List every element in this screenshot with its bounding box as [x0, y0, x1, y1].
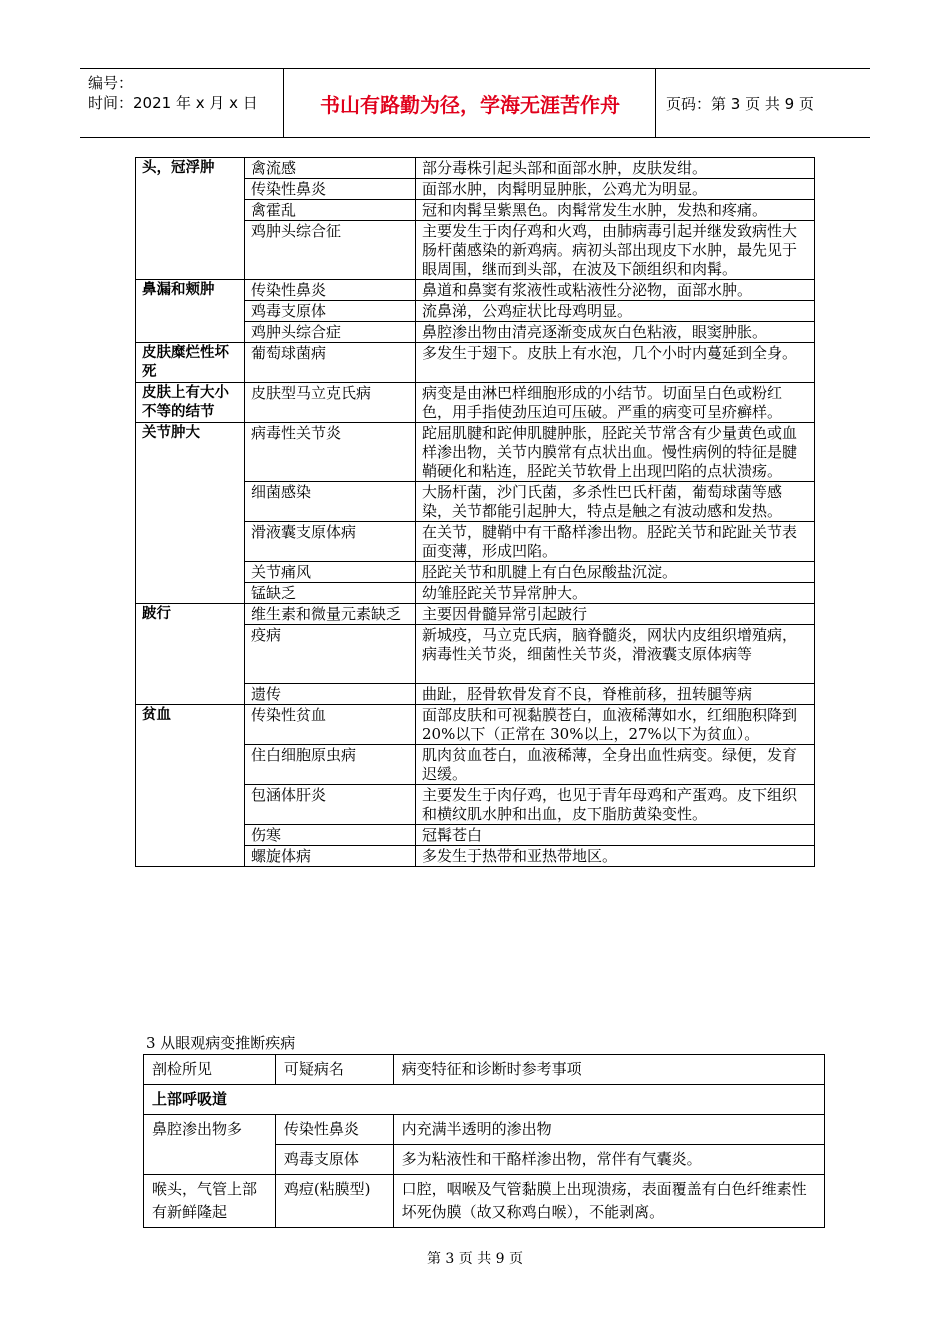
- disease-cell: 传染性鼻炎: [245, 280, 416, 301]
- table-row: [144, 1175, 825, 1228]
- table-row: [136, 604, 815, 625]
- description-cell: 主要发生于肉仔鸡和火鸡，由肺病毒引起并继发致病性大肠杆菌感染的新鸡病。病初头部出现皮下水肿，最先见于眼周围，继而到头部，在波及下颌组织和肉髯。: [416, 221, 815, 280]
- description-cell: 大肠杆菌，沙门氏菌，多杀性巴氏杆菌，葡萄球菌等感染，关节都能引起肿大，特点是触之有波动感和发热。: [416, 482, 815, 522]
- description-cell: 面部水肿，肉髯明显肿胀，公鸡尤为明显。: [416, 179, 815, 200]
- time-label: 时间：2021 年 x 月 x 日: [88, 94, 258, 112]
- description-cell: 主要发生于肉仔鸡，也见于青年母鸡和产蛋鸡。皮下组织和横纹肌水肿和出血，皮下脂肪黄染变性。: [416, 785, 815, 825]
- table-row: [136, 423, 815, 482]
- column-header: 病变特征和诊断时参考事项: [393, 1055, 824, 1085]
- lesion-table: [143, 1054, 825, 1228]
- description-cell: 曲趾，胫骨软骨发育不良，脊椎前移，扭转腿等病: [416, 684, 815, 705]
- symptom-table: [135, 157, 815, 867]
- finding-cell: 喉头，气管上部有新鲜隆起: [144, 1175, 276, 1228]
- description-cell: 胫跎关节和肌腱上有白色尿酸盐沉淀。: [416, 562, 815, 583]
- category-cell: 皮肤糜烂性坏死: [136, 343, 245, 383]
- category-cell: 鼻漏和颊肿: [136, 280, 245, 343]
- finding-cell: 鼻腔渗出物多: [144, 1115, 276, 1175]
- table-row: [136, 343, 815, 383]
- disease-cell: 维生素和微量元素缺乏: [245, 604, 416, 625]
- disease-cell: 鸡肿头综合症: [245, 322, 416, 343]
- description-cell: 多发生于热带和亚热带地区。: [416, 846, 815, 867]
- disease-cell: 锰缺乏: [245, 583, 416, 604]
- header-motto: 书山有路勤为径，学海无涯苦作舟: [285, 69, 656, 137]
- disease-cell: 滑液囊支原体病: [245, 522, 416, 562]
- column-header: 剖检所见: [144, 1055, 276, 1085]
- disease-cell: 关节痛风: [245, 562, 416, 583]
- description-cell: 鼻腔渗出物由清亮逐渐变成灰白色粘液，眼窦肿胀。: [416, 322, 815, 343]
- table-row: [136, 705, 815, 745]
- section-caption: 3 从眼观病变推断疾病: [146, 1034, 296, 1052]
- description-cell: 跎屈肌腱和跎伸肌腱肿胀，胫跎关节常含有少量黄色或血样渗出物，关节内膜常有点状出血。慢性病例的特征是腱鞘硬化和粘连，胫跎关节软骨上出现凹陷的点状溃疡。: [416, 423, 815, 482]
- disease-cell: 禽霍乱: [245, 200, 416, 221]
- description-cell: 部分毒株引起头部和面部水肿，皮肤发绀。: [416, 158, 815, 179]
- disease-cell: 传染性贫血: [245, 705, 416, 745]
- table-row: [136, 158, 815, 179]
- disease-cell: 鸡毒支原体: [245, 301, 416, 322]
- disease-cell: 葡萄球菌病: [245, 343, 416, 383]
- description-cell: 新城疫，马立克氏病，脑脊髓炎，网状内皮组织增殖病，病毒性关节炎，细菌性关节炎，滑液囊支原体病等: [416, 625, 815, 684]
- disease-cell: 传染性鼻炎: [275, 1115, 393, 1145]
- description-cell: 冠髯苍白: [416, 825, 815, 846]
- disease-cell: 皮肤型马立克氏病: [245, 383, 416, 423]
- disease-cell: 鸡毒支原体: [275, 1145, 393, 1175]
- section-row: [144, 1085, 825, 1115]
- disease-cell: 包涵体肝炎: [245, 785, 416, 825]
- code-label: 编号：: [88, 74, 134, 92]
- disease-cell: 禽流感: [245, 158, 416, 179]
- section-title: 上部呼吸道: [144, 1085, 825, 1115]
- description-cell: 流鼻涕，公鸡症状比母鸡明显。: [416, 301, 815, 322]
- description-cell: 多为粘液性和干酪样渗出物，常伴有气囊炎。: [393, 1145, 824, 1175]
- description-cell: 主要因骨髓异常引起跛行: [416, 604, 815, 625]
- category-cell: 贫血: [136, 705, 245, 867]
- column-header: 可疑病名: [275, 1055, 393, 1085]
- disease-cell: 遗传: [245, 684, 416, 705]
- description-cell: 病变是由淋巴样细胞形成的小结节。切面呈白色或粉红色，用手指使劲压迫可压破。严重的病变可呈疥癣样。: [416, 383, 815, 423]
- description-cell: 多发生于翅下。皮肤上有水泡，几个小时内蔓延到全身。: [416, 343, 815, 383]
- description-cell: 在关节，腱鞘中有干酪样渗出物。胫跎关节和跎趾关节表面变薄，形成凹陷。: [416, 522, 815, 562]
- header-meta: [80, 69, 284, 137]
- disease-cell: 细菌感染: [245, 482, 416, 522]
- category-cell: 皮肤上有大小不等的结节: [136, 383, 245, 423]
- description-cell: 幼雏胫跎关节异常肿大。: [416, 583, 815, 604]
- page-header: [80, 68, 870, 138]
- disease-cell: 鸡痘(粘膜型): [275, 1175, 393, 1228]
- category-cell: 头，冠浮肿: [136, 158, 245, 280]
- table-header-row: [144, 1055, 825, 1085]
- disease-cell: 伤寒: [245, 825, 416, 846]
- disease-cell: 传染性鼻炎: [245, 179, 416, 200]
- disease-cell: 住白细胞原虫病: [245, 745, 416, 785]
- header-page-number: 页码：第 3 页 共 9 页: [666, 94, 814, 113]
- disease-cell: 鸡肿头综合征: [245, 221, 416, 280]
- table-row: [144, 1115, 825, 1145]
- category-cell: 关节肿大: [136, 423, 245, 604]
- disease-cell: 螺旋体病: [245, 846, 416, 867]
- disease-cell: 病毒性关节炎: [245, 423, 416, 482]
- description-cell: 鼻道和鼻窦有浆液性或粘液性分泌物，面部水肿。: [416, 280, 815, 301]
- category-cell: 跛行: [136, 604, 245, 705]
- description-cell: 面部皮肤和可视黏膜苍白，血液稀薄如水，红细胞积降到 20%以下（正常在 30%以上，27%以下为贫血）。: [416, 705, 815, 745]
- description-cell: 冠和肉髯呈紫黑色。肉髯常发生水肿，发热和疼痛。: [416, 200, 815, 221]
- description-cell: 肌肉贫血苍白，血液稀薄，全身出血性病变。绿便，发育迟缓。: [416, 745, 815, 785]
- table-row: [136, 383, 815, 423]
- description-cell: 内充满半透明的渗出物: [393, 1115, 824, 1145]
- table-row: [136, 280, 815, 301]
- description-cell: 口腔，咽喉及气管黏膜上出现溃疡，表面覆盖有白色纤维素性坏死伪膜（故又称鸡白喉），不能剥离。: [393, 1175, 824, 1228]
- page-footer: 第 3 页 共 9 页: [426, 1251, 524, 1267]
- disease-cell: 疫病: [245, 625, 416, 684]
